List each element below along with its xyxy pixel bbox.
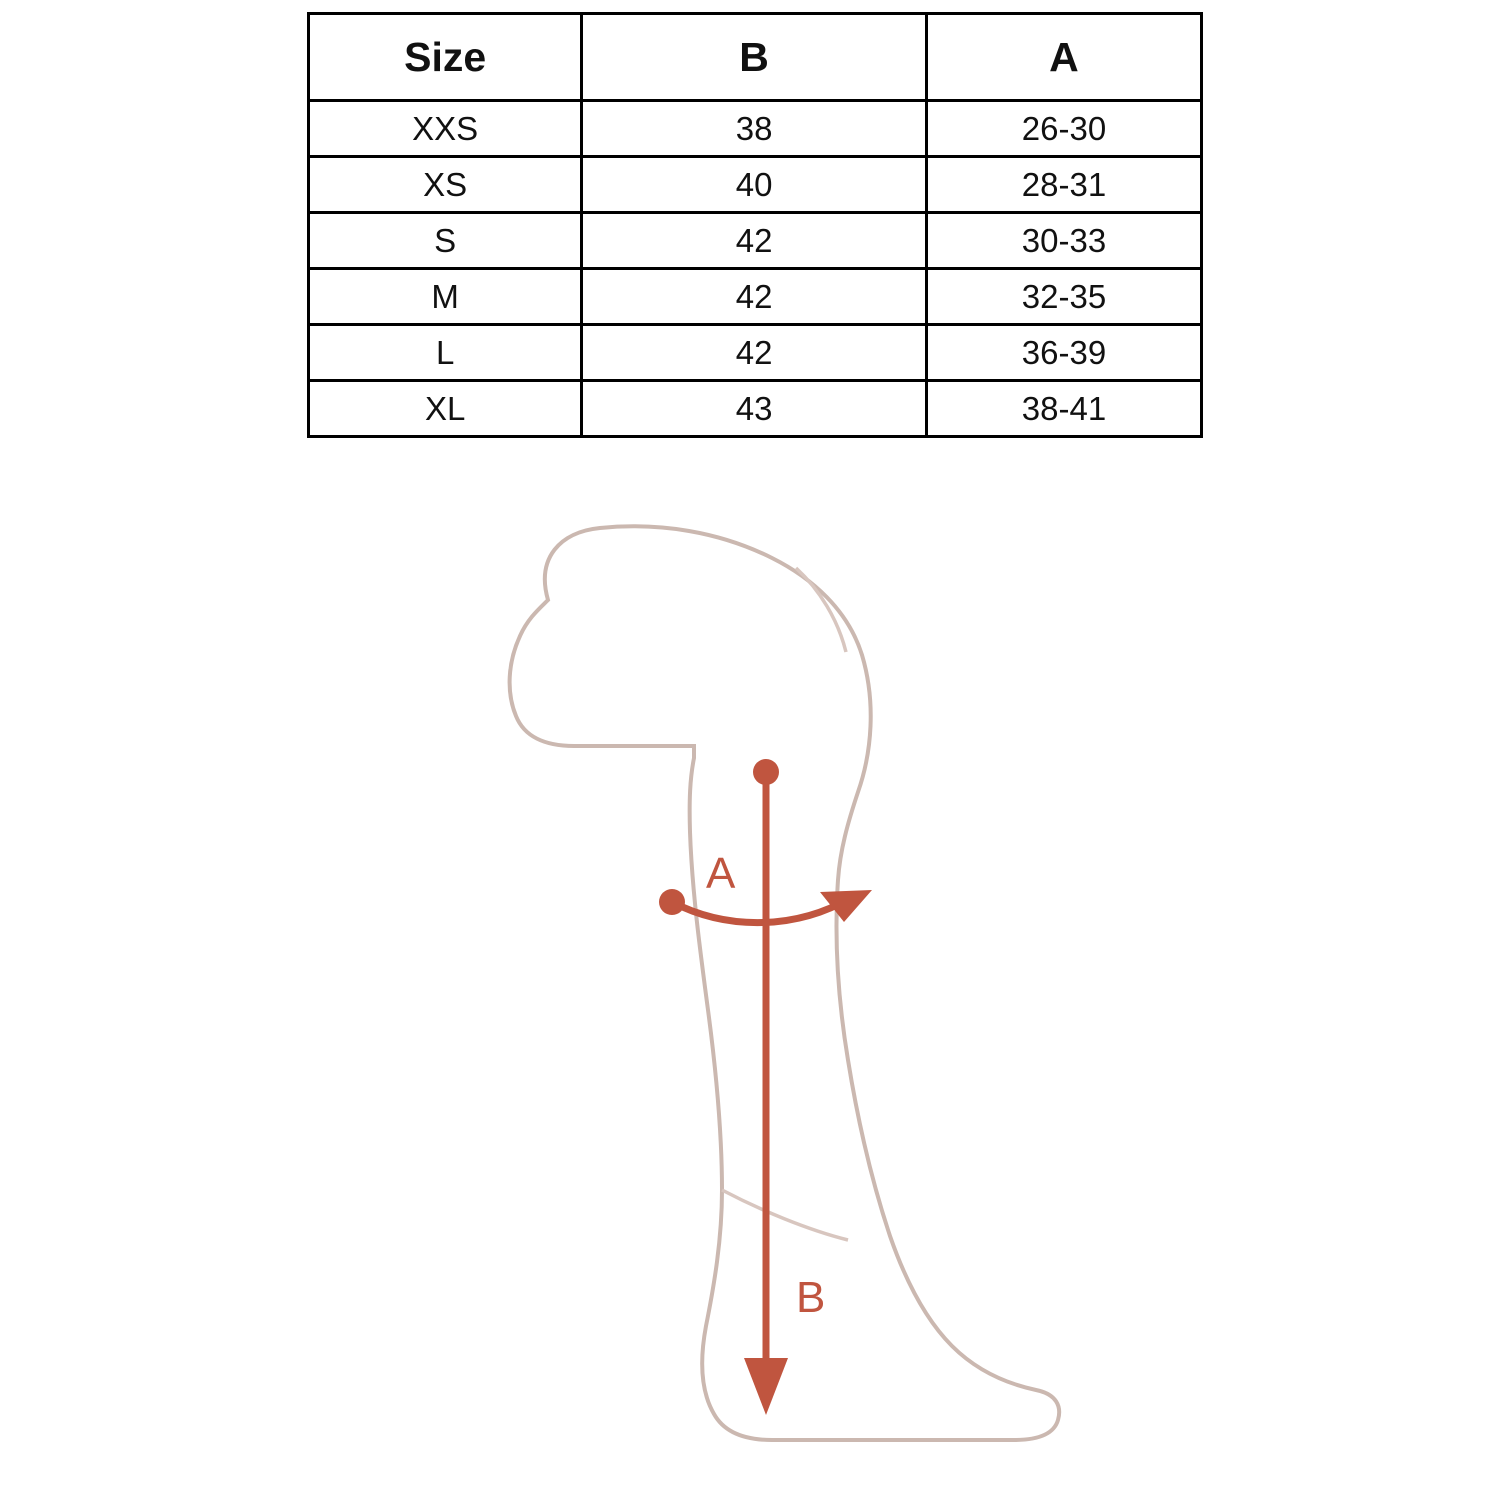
table-row xyxy=(309,213,1202,269)
cell-a: 30-33 xyxy=(926,213,1201,269)
cell-a: 28-31 xyxy=(926,157,1201,213)
cell-b: 40 xyxy=(582,157,927,213)
leg-outline-icon xyxy=(510,526,1060,1440)
cell-a: 38-41 xyxy=(926,381,1201,437)
cell-size: M xyxy=(309,269,582,325)
cell-size: XXS xyxy=(309,101,582,157)
cell-b: 42 xyxy=(582,213,927,269)
cell-size: S xyxy=(309,213,582,269)
table-row xyxy=(309,269,1202,325)
cell-b: 38 xyxy=(582,101,927,157)
column-header-size: Size xyxy=(309,14,582,101)
table-header-row xyxy=(309,14,1202,101)
cell-a: 32-35 xyxy=(926,269,1201,325)
cell-b: 42 xyxy=(582,325,927,381)
cell-b: 43 xyxy=(582,381,927,437)
table-row xyxy=(309,157,1202,213)
column-header-a: A xyxy=(926,14,1201,101)
leg-measurement-diagram xyxy=(0,440,1500,1500)
cell-size: XL xyxy=(309,381,582,437)
table-row xyxy=(309,381,1202,437)
size-chart-table-container xyxy=(307,12,1203,438)
cell-size: L xyxy=(309,325,582,381)
size-chart-table xyxy=(307,12,1203,438)
cell-a: 26-30 xyxy=(926,101,1201,157)
cell-b: 42 xyxy=(582,269,927,325)
cell-a: 36-39 xyxy=(926,325,1201,381)
table-row xyxy=(309,325,1202,381)
measurement-b-label: B xyxy=(796,1273,826,1322)
measurement-a-label: A xyxy=(706,849,736,898)
column-header-b: B xyxy=(582,14,927,101)
cell-size: XS xyxy=(309,157,582,213)
table-row xyxy=(309,101,1202,157)
